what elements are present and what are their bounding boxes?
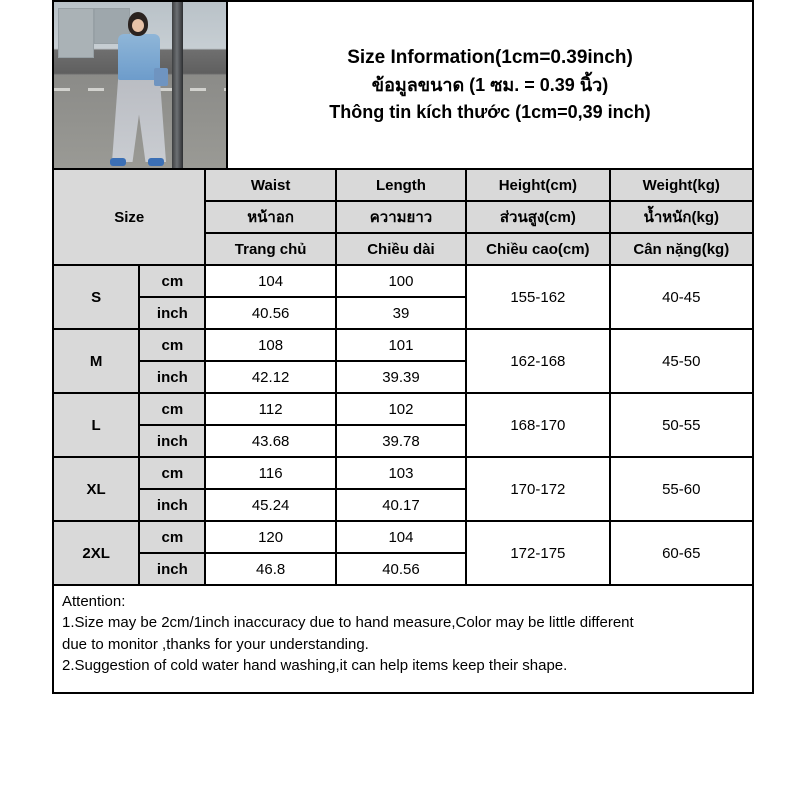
col-header-waist-vi: Trang chủ	[205, 233, 335, 265]
shoe-icon	[148, 158, 164, 166]
pole-icon	[172, 2, 183, 168]
unit-inch: inch	[139, 361, 205, 393]
weight-value: 60-65	[610, 521, 753, 585]
unit-cm: cm	[139, 265, 205, 297]
header-area	[52, 0, 754, 168]
unit-cm: cm	[139, 521, 205, 553]
waist-cm-value: 112	[205, 393, 335, 425]
length-cm-value: 104	[336, 521, 466, 553]
product-photo	[54, 2, 228, 168]
col-header-height-en: Height(cm)	[466, 169, 609, 201]
attention-heading: Attention:	[62, 593, 126, 610]
length-inch-value: 40.56	[336, 553, 466, 585]
length-inch-value: 40.17	[336, 489, 466, 521]
col-header-length-vi: Chiều dài	[336, 233, 466, 265]
handbag-icon	[154, 68, 168, 86]
weight-value: 45-50	[610, 329, 753, 393]
col-header-weight-th: น้ำหนัก(kg)	[610, 201, 753, 233]
length-inch-value: 39	[336, 297, 466, 329]
row-size-label: M	[53, 329, 139, 393]
col-header-length-en: Length	[336, 169, 466, 201]
photo-image	[54, 2, 226, 168]
weight-value: 50-55	[610, 393, 753, 457]
weight-value: 40-45	[610, 265, 753, 329]
col-header-height-th: ส่วนสูง(cm)	[466, 201, 609, 233]
size-header-cell: Size	[53, 169, 205, 265]
row-size-label: L	[53, 393, 139, 457]
length-cm-value: 100	[336, 265, 466, 297]
title-vietnamese: Thông tin kích thước (1cm=0,39 inch)	[329, 102, 651, 123]
length-cm-value: 103	[336, 457, 466, 489]
waist-cm-value: 116	[205, 457, 335, 489]
col-header-length-th: ความยาว	[336, 201, 466, 233]
attention-line-3: 2.Suggestion of cold water hand washing,it can help items keep their shape.	[62, 656, 568, 674]
table-row	[53, 329, 753, 361]
waist-inch-value: 46.8	[205, 553, 335, 585]
waist-cm-value: 104	[205, 265, 335, 297]
title-block	[228, 2, 752, 168]
waist-inch-value: 40.56	[205, 297, 335, 329]
col-header-weight-vi: Cân nặng(kg)	[610, 233, 753, 265]
waist-cm-value: 120	[205, 521, 335, 553]
waist-inch-value: 42.12	[205, 361, 335, 393]
height-value: 168-170	[466, 393, 609, 457]
row-size-label: S	[53, 265, 139, 329]
waist-cm-value: 108	[205, 329, 335, 361]
unit-inch: inch	[139, 425, 205, 457]
attention-block	[52, 586, 754, 694]
unit-inch: inch	[139, 553, 205, 585]
unit-cm: cm	[139, 457, 205, 489]
unit-inch: inch	[139, 297, 205, 329]
table-row	[53, 265, 753, 297]
model-face	[132, 19, 144, 32]
height-value: 170-172	[466, 457, 609, 521]
height-value: 155-162	[466, 265, 609, 329]
building-icon	[58, 8, 94, 58]
unit-cm: cm	[139, 393, 205, 425]
col-header-height-vi: Chiều cao(cm)	[466, 233, 609, 265]
table-row	[53, 393, 753, 425]
waist-inch-value: 45.24	[205, 489, 335, 521]
waist-inch-value: 43.68	[205, 425, 335, 457]
title-english: Size Information(1cm=0.39inch)	[347, 46, 633, 68]
length-cm-value: 101	[336, 329, 466, 361]
col-header-waist-en: Waist	[205, 169, 335, 201]
height-value: 162-168	[466, 329, 609, 393]
row-size-label: XL	[53, 457, 139, 521]
table-header-row-en	[53, 169, 753, 201]
attention-line-2: due to monitor ,thanks for your understanding.	[62, 635, 369, 653]
unit-inch: inch	[139, 489, 205, 521]
col-header-waist-th: หน้าอก	[205, 201, 335, 233]
weight-value: 55-60	[610, 457, 753, 521]
table-row	[53, 457, 753, 489]
model-pants	[112, 74, 166, 162]
shoe-icon	[110, 158, 126, 166]
length-inch-value: 39.39	[336, 361, 466, 393]
col-header-weight-en: Weight(kg)	[610, 169, 753, 201]
unit-cm: cm	[139, 329, 205, 361]
attention-line-1: 1.Size may be 2cm/1inch inaccuracy due to hand measure,Color may be little different	[62, 614, 634, 632]
table-row	[53, 521, 753, 553]
length-inch-value: 39.78	[336, 425, 466, 457]
size-table	[52, 168, 754, 586]
row-size-label: 2XL	[53, 521, 139, 585]
length-cm-value: 102	[336, 393, 466, 425]
height-value: 172-175	[466, 521, 609, 585]
title-thai: ข้อมูลขนาด (1 ซม. = 0.39 นิ้ว)	[371, 75, 609, 96]
